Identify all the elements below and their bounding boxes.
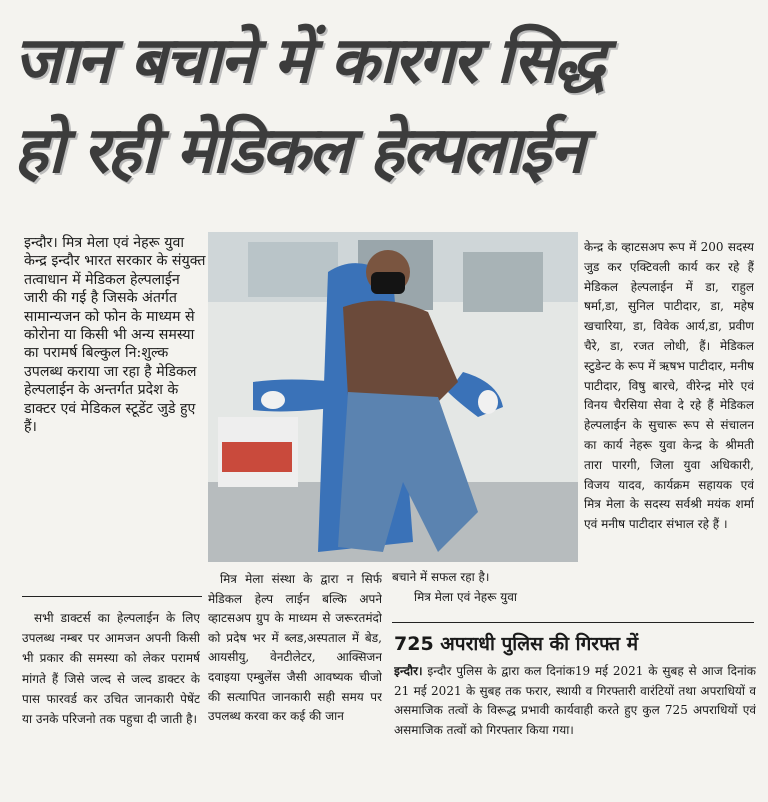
column-d-text: केन्द्र के व्हाटसअप रूप में 200 सदस्य जुड कर एक्टिवली कार्य कर रहे हैं मेडिकल हेल्पलाईन में डा, राहुल षर्मा,डा, सुनिल पाटीदार, डा, महेष खचारिया, डा, विवेक आर्य,डा, प्रवीण चैरे, डा, रजत लोधी, हैं। मेडिकल स्टुडेन्ट के रूप में ऋषभ पाटीदार, मनीष पाटीदार, विषु बारचे, वीरेन्द्र मोरे एवं विनय चैरसिया सेवा दे रहे हैं मेडिकल हेल्पलाईन के सुचारू रूप से संचालन का कार्य नेहरू युवा केन्द्र के श्रीमती तारा पारगी, जिला युवा अधिकारी, विजय यादव, कार्यक्रम सहायक एवं मित्र मेला के सदस्य सर्वश्री मयंक शर्मा एवं मनीष पाटीदार संभाल रहे हैं । (584, 240, 754, 532)
column-b (208, 570, 382, 776)
column-e-text (394, 662, 756, 740)
column-b-text: मित्र मेला संस्था के द्वारा न सिर्फ मेडिकल हेल्प लाईन बल्कि अपने व्हाटसअप ग्रुप के माध्यम से जरूरतमंदो को प्रदेष भर में ब्लड,अस्पताल में बेड, आयसीयु, वेनटीलेटर, आक्सिजन दवाइया एम्बुलेंस जैसी आवष्यक चीजो की सत्यापित जानकारी सही समय पर उपलब्ध करवा कर कई की जान (208, 572, 382, 724)
dateline-city: इन्दौर। (394, 664, 423, 678)
subhead-divider (392, 622, 754, 623)
article-subhead: 725 अपराधी पुलिस की गिरफ्त में (394, 633, 639, 655)
column-c (392, 568, 568, 610)
column-e-body: इन्दौर पुलिस के द्वारा कल दिनांक19 मई 2021 के सुबह से आज दिनांक 21 मई 2021 के सुबह तक फरार, स्थायी व गिरफ्तारी वारंटियों तथा अपराधियों व असमाजिक तत्वों के विरूद्ध प्रभावी कार्यवाही करते हुए कुल 725 अपराधियों एवं असमाजिक तत्वों को गिरफ्तार किया गया। (394, 664, 756, 737)
column-a (22, 608, 200, 778)
blood-donor-photo-icon (208, 232, 578, 562)
column-e (394, 662, 756, 780)
column-divider-lead (22, 596, 202, 597)
headline-line-2: हो रही मेडिकल हेल्पलाईन (14, 114, 583, 188)
column-d (584, 238, 754, 610)
headline-line-1: जान बचाने में कारगर सिद्ध (14, 24, 604, 98)
column-c-text-2: मित्र मेला एवं नेहरू युवा (414, 589, 517, 604)
lead-text: इन्दौर। मित्र मेला एवं नेहरू युवा केन्द्र इन्दौर भारत सरकार के संयुक्त तत्वाधान में मेडिकल हेल्पलाईन जारी की गई है जिसके अंतर्गत सामान्यजन को फोन के माध्यम से कोरोना या किसी भी अन्य समस्या का परामर्ष बिल्कुल नि:शुल्क उपलब्ध कराया जा रहा है मेडिकल हेल्पलाईन के अन्तर्गत प्रदेश के डाक्टर एवं मेडिकल स्टूडेंट जुडे हुए हैं। (24, 235, 206, 436)
blood-donor-photo (208, 232, 578, 562)
column-a-text: सभी डाक्टर्स का हेल्पलाईन के लिए उपलब्ध नम्बर पर आमजन अपनी किसी भी प्रकार की समस्या को लेकर परामर्ष मांगते हैं जिसे जल्द से जल्द डाक्टर के पास फारवर्ड कर उचित जानकारी पेषेंट या उनके परिजनो तक पहुचा दी जाती है। (22, 611, 200, 727)
column-c-text-1: बचाने में सफल रहा है। (392, 570, 490, 584)
lead-paragraph (24, 234, 206, 582)
